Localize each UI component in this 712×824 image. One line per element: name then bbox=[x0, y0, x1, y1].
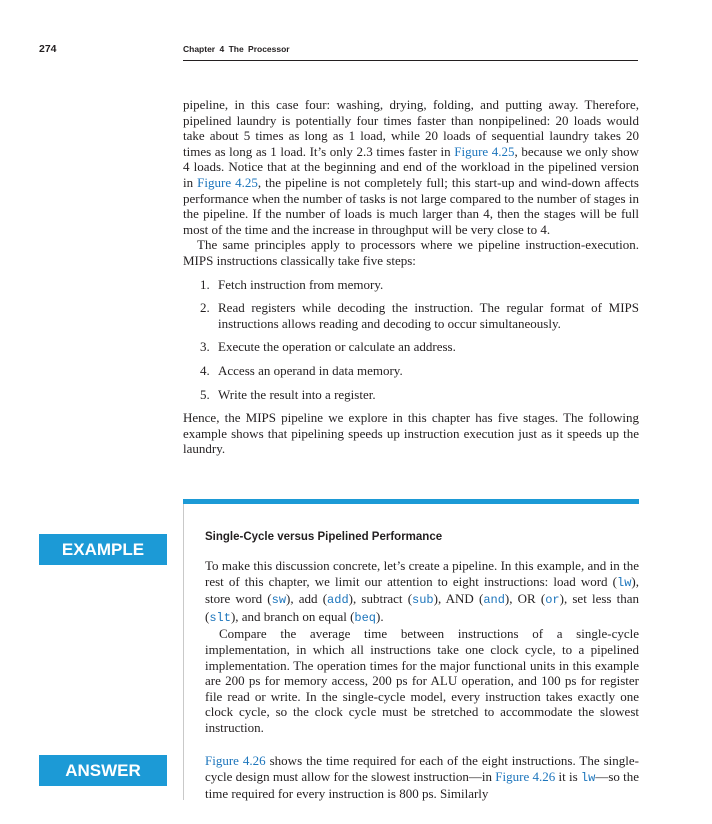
inline-code: sw bbox=[271, 593, 287, 608]
body-text bbox=[183, 97, 639, 457]
text-run: ), OR ( bbox=[504, 591, 546, 607]
text-run: ), store word ( bbox=[205, 573, 639, 607]
example-paragraph-instructions bbox=[205, 558, 639, 626]
inline-code: add bbox=[327, 593, 349, 608]
answer-body bbox=[205, 753, 639, 802]
figure-link[interactable]: Figure 4.25 bbox=[197, 174, 258, 190]
page-number: 274 bbox=[39, 43, 57, 55]
figure-link[interactable]: Figure 4.25 bbox=[454, 143, 515, 159]
text-run: ), subtract ( bbox=[348, 591, 413, 607]
paragraph-pipeline-laundry bbox=[183, 97, 639, 237]
text-run: ), and branch on equal ( bbox=[230, 608, 355, 624]
text-run: ), add ( bbox=[286, 591, 328, 607]
figure-link[interactable]: Figure 4.26 bbox=[495, 768, 556, 784]
text-run: ). bbox=[376, 608, 384, 624]
list-item: 1. Fetch instruction from memory. bbox=[200, 276, 384, 292]
text-run: ), AND ( bbox=[433, 591, 484, 607]
inline-code: lw bbox=[617, 575, 632, 590]
example-body bbox=[205, 558, 639, 736]
example-paragraph-compare: Compare the average time between instructions of a single-cycle implementation, in which all instructions take one clock cycle, to a pipelined implementation. The operation times for the major functional units in this example are 200 ps for memory access, 200 ps for ALU operation, and 100 ps for register file read or write. In the single-cycle model, every instruction takes exactly one clock cycle, so the clock cycle must be stretched to accommodate the slowest instruction. bbox=[205, 626, 639, 735]
list-item: 5. Write the result into a register. bbox=[200, 386, 376, 402]
text-run: ), set less than ( bbox=[205, 591, 639, 624]
header-rule bbox=[183, 60, 638, 61]
text-run: , because we only show 4 loads. Notice that at the beginning and end of the workload in the pipelined version in bbox=[183, 143, 639, 190]
inline-code: or bbox=[545, 593, 560, 608]
text-run: it is bbox=[555, 768, 581, 784]
inline-code: beq bbox=[354, 610, 377, 625]
text-run: shows the time required for each of the eight instructions. The single-cycle design must allow for the slowest instruction—in bbox=[205, 753, 639, 784]
example-label: EXAMPLE bbox=[39, 534, 167, 565]
text-run: pipeline, in this case four: washing, drying, folding, and putting away. Therefore, pipelined laundry is potentially four times faster than nonpipelined: 20 loads would take about 5 times as long as 1 load, while 20 loads of sequential laundry takes 20 times as long as 1 load. It’s only 2.3 times faster in bbox=[183, 97, 639, 159]
inline-code: lw bbox=[580, 770, 596, 785]
text-run: To make this discussion concrete, let’s create a pipeline. In this example, and in the rest of this chapter, we limit our attention to eight instructions: load word ( bbox=[205, 558, 639, 589]
example-box-top-rule bbox=[183, 499, 639, 504]
answer-label: ANSWER bbox=[39, 755, 167, 786]
text-run: , the pipeline is not completely full; this start-up and wind-down affects performance when the number of tasks is not large compared to the number of stages in the pipeline. If the number of loads is much larger than 4, then the stages will be full most of the time and the increase in throughput will be very close to 4. bbox=[183, 174, 639, 237]
figure-link[interactable]: Figure 4.26 bbox=[205, 753, 266, 768]
running-header: Chapter 4 The Processor bbox=[183, 44, 290, 54]
paragraph-five-stages: Hence, the MIPS pipeline we explore in this chapter has five stages. The following example shows that pipelining speeds up instruction execution just as it speeds up the laundry. bbox=[183, 410, 639, 457]
example-box-left-rule bbox=[183, 504, 184, 800]
mips-steps-list bbox=[183, 277, 639, 403]
answer-paragraph bbox=[205, 753, 639, 802]
example-title: Single-Cycle versus Pipelined Performance bbox=[205, 531, 443, 543]
inline-code: sub bbox=[412, 593, 434, 608]
list-item: 2. Read registers while decoding the instruction. The regular format of MIPS instructions allows reading and decoding to occur simultaneously. bbox=[200, 300, 639, 331]
list-item: 4. Access an operand in data memory. bbox=[200, 362, 403, 378]
inline-code: slt bbox=[209, 610, 231, 625]
inline-code: and bbox=[483, 593, 505, 608]
text-run: —so the time required for every instruction is 800 ps. Similarly bbox=[205, 768, 640, 802]
list-item: 3. Execute the operation or calculate an address. bbox=[200, 339, 456, 355]
paragraph-principles: The same principles apply to processors where we pipeline instruction-execution. MIPS instructions classically take five steps: bbox=[183, 237, 639, 268]
